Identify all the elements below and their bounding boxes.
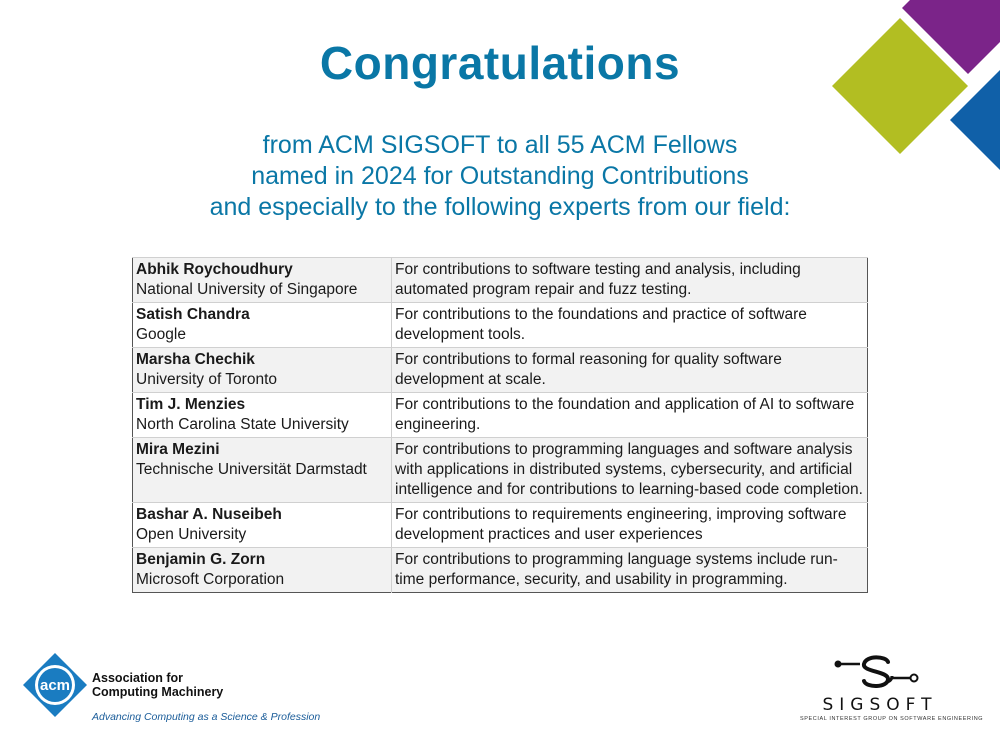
fellow-citation: For contributions to programming language systems include run-time performance, security, and usability in programming. [392, 548, 868, 593]
subtitle-line: and especially to the following experts from our field: [209, 193, 791, 221]
fellow-name: Tim J. Menzies [136, 396, 246, 413]
subtitle-block [0, 130, 1000, 223]
table-row [133, 548, 868, 593]
fellow-affiliation: North Carolina State University [136, 416, 349, 433]
fellow-citation: For contributions to software testing and analysis, including automated program repair and fuzz testing. [392, 258, 868, 303]
fellow-name: Bashar A. Nuseibeh [136, 506, 282, 523]
acm-logo-text: acm [39, 677, 71, 694]
fellow-affiliation: Open University [136, 526, 247, 543]
fellow-affiliation: Google [136, 326, 186, 343]
sigsoft-subline: SPECIAL INTEREST GROUP ON SOFTWARE ENGINEERING [800, 716, 984, 722]
table-row [133, 303, 868, 348]
page-title: Congratulations [319, 37, 681, 89]
fellow-cell [133, 303, 392, 348]
acm-name [92, 671, 223, 699]
fellow-citation: For contributions to the foundations and practice of software development tools. [392, 303, 868, 348]
fellow-citation: For contributions to requirements engineering, improving software development practices and user experiences [392, 503, 868, 548]
table-row [133, 393, 868, 438]
acm-logo-icon [22, 652, 88, 718]
table-row [133, 348, 868, 393]
fellow-affiliation: National University of Singapore [136, 281, 358, 298]
table-row [133, 258, 868, 303]
fellow-cell [133, 393, 392, 438]
fellow-name: Satish Chandra [136, 306, 250, 323]
sigsoft-wordmark: SIGSOFT [822, 695, 938, 715]
subtitle-line: from ACM SIGSOFT to all 55 ACM Fellows [262, 131, 738, 159]
fellow-citation: For contributions to the foundation and application of AI to software engineering. [392, 393, 868, 438]
acm-name-line: Computing Machinery [92, 685, 224, 699]
fellow-name: Abhik Roychoudhury [136, 261, 293, 278]
fellow-cell [133, 438, 392, 503]
fellow-citation: For contributions to programming languages and software analysis with applications in distributed systems, cybersecurity, and artificial intelligence and for contributions to learning-based code completion. [392, 438, 868, 503]
fellow-name: Marsha Chechik [136, 351, 255, 368]
fellow-cell [133, 258, 392, 303]
fellow-cell [133, 503, 392, 548]
acm-name-line: Association for [92, 671, 183, 685]
fellows-table [132, 257, 868, 593]
table-row [133, 503, 868, 548]
fellow-affiliation: University of Toronto [136, 371, 277, 388]
fellow-cell [133, 548, 392, 593]
fellow-name: Mira Mezini [136, 441, 220, 458]
acm-tagline: Advancing Computing as a Science & Profession [92, 711, 321, 723]
sigsoft-logo-icon [830, 652, 930, 694]
fellow-affiliation: Technische Universität Darmstadt [136, 461, 367, 478]
fellow-citation: For contributions to formal reasoning for quality software development at scale. [392, 348, 868, 393]
fellow-affiliation: Microsoft Corporation [136, 571, 285, 588]
subtitle-line: named in 2024 for Outstanding Contributions [251, 162, 749, 190]
table-row [133, 438, 868, 503]
fellow-cell [133, 348, 392, 393]
fellow-name: Benjamin G. Zorn [136, 551, 266, 568]
